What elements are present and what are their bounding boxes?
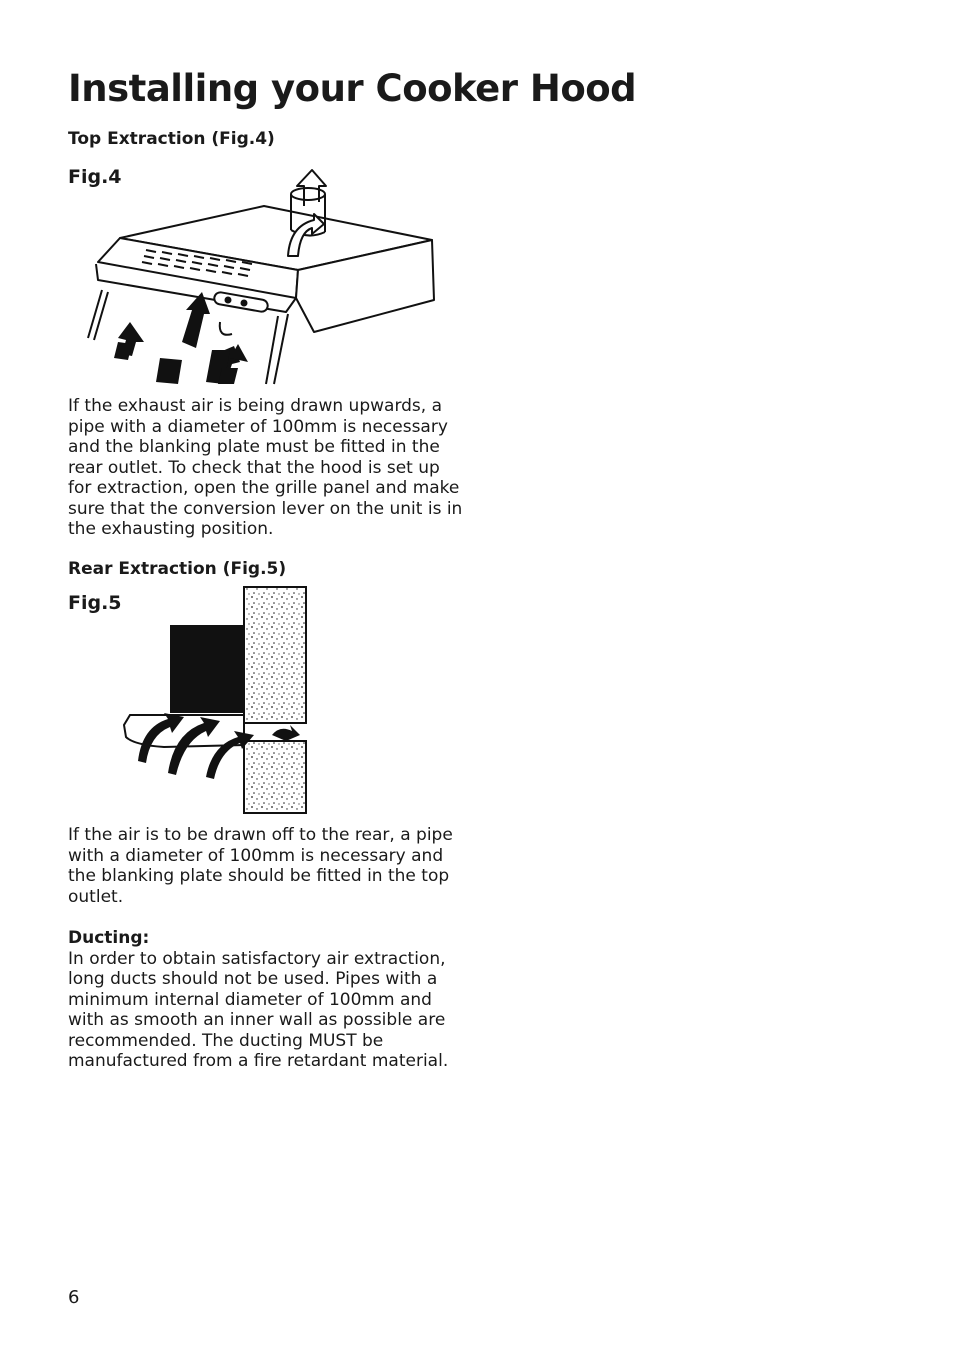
- ducting-heading: Ducting:: [68, 928, 150, 948]
- fig4-hood-top-extraction-illustration: [82, 162, 442, 390]
- section-heading-rear-extraction: Rear Extraction (Fig.5): [68, 559, 287, 579]
- fig5-label: Fig.5: [68, 592, 122, 614]
- ducting-section: [68, 928, 468, 1072]
- ducting-paragraph: In order to obtain satisfactory air extraction, long ducts should not be used. Pipes with a minimum internal diameter of 100mm and with as smooth an inner wall as possible are recommended. The ducting MUST be manufactured from a fire retardant material.: [68, 948, 449, 1071]
- fig4-label: Fig.4: [68, 166, 122, 188]
- rear-extraction-paragraph: If the air is to be drawn off to the rear, a pipe with a diameter of 100mm is necessary and the blanking plate should be fitted in the top outlet.: [68, 825, 453, 907]
- page-title: Installing your Cooker Hood: [68, 67, 637, 110]
- top-extraction-paragraph: If the exhaust air is being drawn upwards, a pipe with a diameter of 100mm is necessary and the blanking plate must be fitted in the rear outlet. To check that the hood is set up for extraction, open the grille panel and make sure that the conversion lever on the unit is in the exhausting position.: [68, 396, 463, 539]
- page-number: 6: [68, 1287, 80, 1308]
- fig5-hood-rear-extraction-illustration: [120, 585, 312, 817]
- section-heading-top-extraction: Top Extraction (Fig.4): [68, 129, 275, 149]
